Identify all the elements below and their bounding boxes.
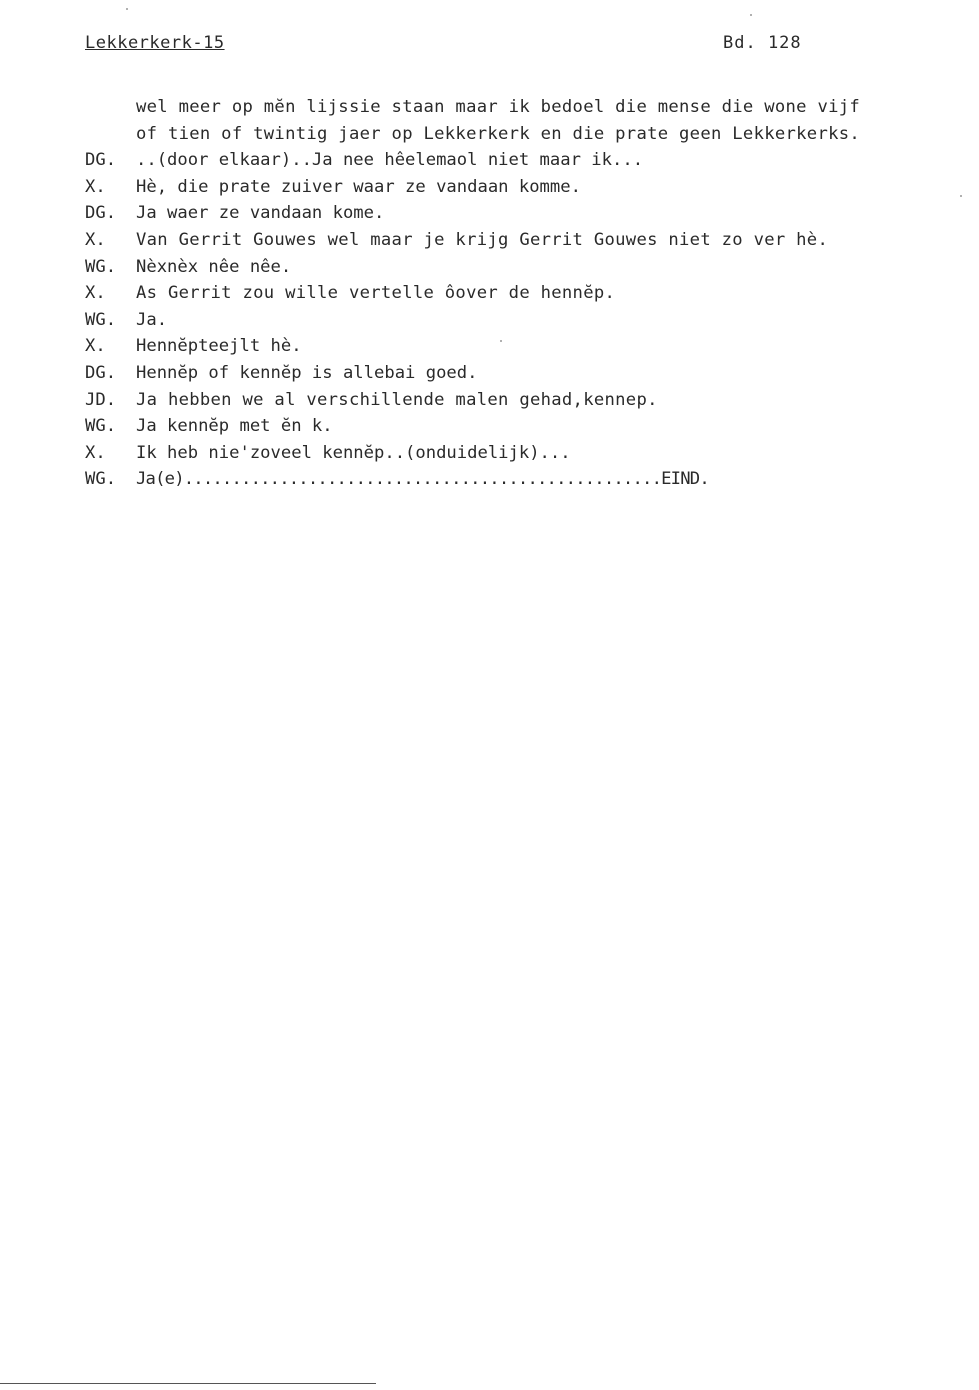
transcript-line: [85, 227, 975, 254]
utterance-text: Nèxnèx nêe nêe.: [136, 256, 292, 277]
speaker-label: WG.: [85, 256, 117, 277]
transcript-line: [85, 466, 975, 493]
transcript-line: [85, 307, 975, 334]
utterance-text: Ja hebben we al verschillende malen gehad,kennep.: [136, 389, 658, 410]
transcript-line: [85, 440, 975, 467]
document-title: Lekkerkerk-15: [85, 33, 225, 53]
speaker-label: WG.: [85, 309, 117, 330]
paper-speck: [500, 340, 502, 342]
page-reference: Bd. 128: [723, 33, 802, 53]
transcript: [85, 94, 975, 493]
transcript-line: [85, 174, 975, 201]
transcript-line: [85, 200, 975, 227]
speaker-label: X.: [85, 336, 106, 357]
utterance-text: Ja waer ze vandaan kome.: [136, 203, 385, 224]
paper-speck: [960, 195, 962, 197]
utterance-text: Hennĕp of kennĕp is allebai goed.: [136, 362, 478, 383]
speaker-label: DG.: [85, 203, 117, 224]
speaker-label: X.: [85, 442, 106, 463]
utterance-text: Ja(e)..................................................EIND.: [136, 469, 709, 490]
transcript-line: [85, 121, 975, 148]
transcript-line: [85, 94, 975, 121]
utterance-text: wel meer op mĕn lijssie staan maar ik bedoel die mense die wone vijf: [136, 97, 861, 117]
utterance-text: Ja kennĕp met ĕn k.: [136, 416, 333, 437]
paper-speck: [750, 14, 752, 16]
transcript-line: [85, 280, 975, 307]
utterance-text: Hè, die prate zuiver waar ze vandaan komme.: [136, 176, 581, 197]
utterance-text: of tien of twintig jaer op Lekkerkerk en die prate geen Lekkerkerks.: [136, 123, 861, 144]
utterance-text: ..(door elkaar)..Ja nee hêelemaol niet maar ik...: [136, 150, 644, 171]
speaker-label: DG.: [85, 150, 117, 171]
speaker-label: X.: [85, 283, 106, 304]
speaker-label: JD.: [85, 389, 117, 410]
speaker-label: WG.: [85, 469, 117, 490]
transcript-line: [85, 333, 975, 360]
transcript-line: [85, 360, 975, 387]
utterance-text: Van Gerrit Gouwes wel maar je krijg Gerrit Gouwes niet zo ver hè.: [136, 229, 829, 250]
transcript-line: [85, 254, 975, 281]
speaker-label: DG.: [85, 362, 117, 383]
paper-speck: [126, 8, 128, 10]
speaker-label: X.: [85, 176, 106, 197]
speaker-label: X.: [85, 229, 106, 250]
utterance-text: Hennĕpteejlt hè.: [136, 336, 302, 357]
utterance-text: As Gerrit zou wille vertelle ôover de hennĕp.: [136, 283, 616, 304]
utterance-text: Ja.: [136, 309, 168, 330]
transcript-line: [85, 387, 975, 414]
footer-rule: [0, 1383, 376, 1384]
utterance-text: Ik heb nie'zoveel kennĕp..(onduidelijk)...: [136, 442, 571, 463]
transcript-line: [85, 147, 975, 174]
speaker-label: WG.: [85, 416, 117, 437]
transcript-line: [85, 413, 975, 440]
